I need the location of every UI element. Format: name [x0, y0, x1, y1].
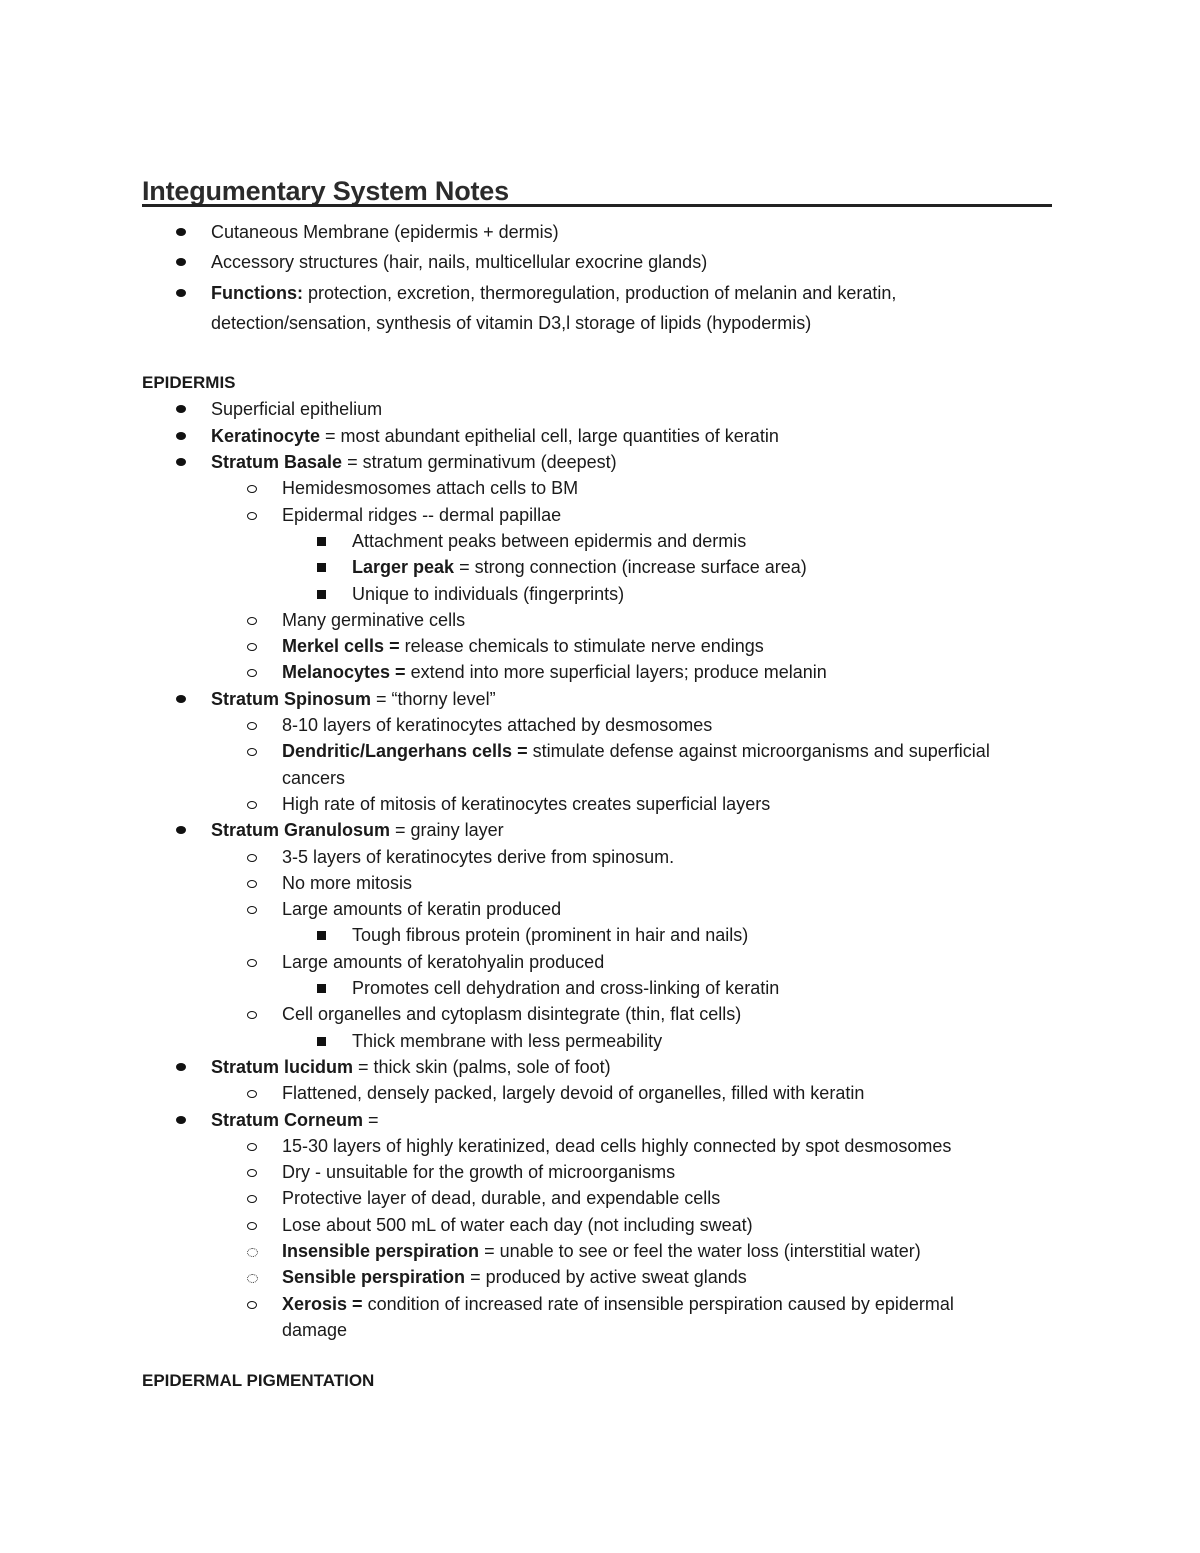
- bullet-dotted-circle-icon: [247, 1274, 258, 1283]
- list-item: Xerosis = condition of increased rate of insensible perspiration caused by epidermal: [0, 1291, 1200, 1317]
- list-item: Stratum lucidum = thick skin (palms, sole of foot): [0, 1054, 1200, 1080]
- intro-list: [0, 219, 1200, 1394]
- bullet-square-icon: [317, 590, 326, 599]
- list-item: Sensible perspiration = produced by active sweat glands: [0, 1264, 1200, 1290]
- bullet-square-icon: [317, 563, 326, 572]
- list-item: Superficial epithelium: [0, 396, 1200, 422]
- bullet-disc-icon: [176, 405, 186, 413]
- list-item: Flattened, densely packed, largely devoid of organelles, filled with keratin: [0, 1080, 1200, 1106]
- list-item: Dry - unsuitable for the growth of microorganisms: [0, 1159, 1200, 1185]
- bullet-circle-icon: [247, 854, 257, 862]
- list-item-continuation: detection/sensation, synthesis of vitamin D3,l storage of lipids (hypodermis): [211, 312, 812, 333]
- list-item: Cutaneous Membrane (epidermis + dermis): [0, 219, 1200, 249]
- list-item: Functions: protection, excretion, thermoregulation, production of melanin and keratin,: [0, 280, 1200, 310]
- bullet-circle-icon: [247, 643, 257, 651]
- bullet-circle-icon: [247, 1090, 257, 1098]
- list-item: 8-10 layers of keratinocytes attached by desmosomes: [0, 712, 1200, 738]
- bullet-disc-icon: [176, 695, 186, 703]
- list-item: Stratum Corneum =: [0, 1107, 1200, 1133]
- bullet-circle-icon: [247, 801, 257, 809]
- list-item: Keratinocyte = most abundant epithelial cell, large quantities of keratin: [0, 423, 1200, 449]
- list-item: 15-30 layers of highly keratinized, dead cells highly connected by spot desmosomes: [0, 1133, 1200, 1159]
- list-item: Thick membrane with less permeability: [0, 1028, 1200, 1054]
- list-item: 3-5 layers of keratinocytes derive from spinosum.: [0, 844, 1200, 870]
- list-item: Unique to individuals (fingerprints): [0, 581, 1200, 607]
- list-item: Tough fibrous protein (prominent in hair and nails): [0, 922, 1200, 948]
- list-item: No more mitosis: [0, 870, 1200, 896]
- list-item: Large amounts of keratin produced: [0, 896, 1200, 922]
- list-item: Dendritic/Langerhans cells = stimulate defense against microorganisms and superficial: [0, 738, 1200, 764]
- bullet-disc-icon: [176, 1116, 186, 1124]
- bullet-dotted-circle-icon: [247, 1248, 258, 1257]
- list-item: Hemidesmosomes attach cells to BM: [0, 475, 1200, 501]
- list-item: Melanocytes = extend into more superficial layers; produce melanin: [0, 659, 1200, 685]
- bullet-circle-icon: [247, 722, 257, 730]
- list-item: Stratum Granulosum = grainy layer: [0, 817, 1200, 843]
- list-item-continuation: damage: [282, 1319, 348, 1340]
- list-item: High rate of mitosis of keratinocytes creates superficial layers: [0, 791, 1200, 817]
- list-item: Cell organelles and cytoplasm disintegrate (thin, flat cells): [0, 1001, 1200, 1027]
- bullet-circle-icon: [247, 880, 257, 888]
- bullet-disc-icon: [176, 228, 186, 236]
- bullet-circle-icon: [247, 1222, 257, 1230]
- bullet-square-icon: [317, 1037, 326, 1046]
- bullet-circle-icon: [247, 1195, 257, 1203]
- list-item: Protective layer of dead, durable, and expendable cells: [0, 1185, 1200, 1211]
- list-item: Many germinative cells: [0, 607, 1200, 633]
- bullet-disc-icon: [176, 258, 186, 266]
- list-item: Lose about 500 mL of water each day (not including sweat): [0, 1212, 1200, 1238]
- list-item-continuation: cancers: [282, 767, 346, 788]
- list-item: Attachment peaks between epidermis and dermis: [0, 528, 1200, 554]
- bullet-circle-icon: [247, 512, 257, 520]
- bullet-circle-icon: [247, 1011, 257, 1019]
- list-item: Insensible perspiration = unable to see or feel the water loss (interstitial water): [0, 1238, 1200, 1264]
- bullet-square-icon: [317, 984, 326, 993]
- title-block: [142, 174, 1052, 208]
- bullet-disc-icon: [176, 289, 186, 297]
- bullet-disc-icon: [176, 826, 186, 834]
- list-item: Epidermal ridges -- dermal papillae: [0, 502, 1200, 528]
- page-title: Integumentary System Notes: [142, 176, 509, 206]
- bullet-circle-icon: [247, 1169, 257, 1177]
- bullet-disc-icon: [176, 458, 186, 466]
- list-item: Stratum Basale = stratum germinativum (deepest): [0, 449, 1200, 475]
- bullet-square-icon: [317, 931, 326, 940]
- bullet-circle-icon: [247, 669, 257, 677]
- list-item: Merkel cells = release chemicals to stimulate nerve endings: [0, 633, 1200, 659]
- bullet-disc-icon: [176, 1063, 186, 1071]
- section-heading-pigmentation: EPIDERMAL PIGMENTATION: [142, 1371, 375, 1391]
- bullet-circle-icon: [247, 906, 257, 914]
- bullet-circle-icon: [247, 1301, 257, 1309]
- bullet-circle-icon: [247, 617, 257, 625]
- section-heading-epidermis: EPIDERMIS: [142, 373, 236, 393]
- bullet-circle-icon: [247, 748, 257, 756]
- list-item: Large amounts of keratohyalin produced: [0, 949, 1200, 975]
- bullet-disc-icon: [176, 432, 186, 440]
- title-underline: [142, 204, 1052, 207]
- bullet-square-icon: [317, 537, 326, 546]
- bullet-circle-icon: [247, 485, 257, 493]
- list-item: Larger peak = strong connection (increase surface area): [0, 554, 1200, 580]
- bullet-circle-icon: [247, 959, 257, 967]
- list-item: Stratum Spinosum = “thorny level”: [0, 686, 1200, 712]
- bullet-circle-icon: [247, 1143, 257, 1151]
- list-item: Accessory structures (hair, nails, multicellular exocrine glands): [0, 249, 1200, 279]
- list-item: Promotes cell dehydration and cross-linking of keratin: [0, 975, 1200, 1001]
